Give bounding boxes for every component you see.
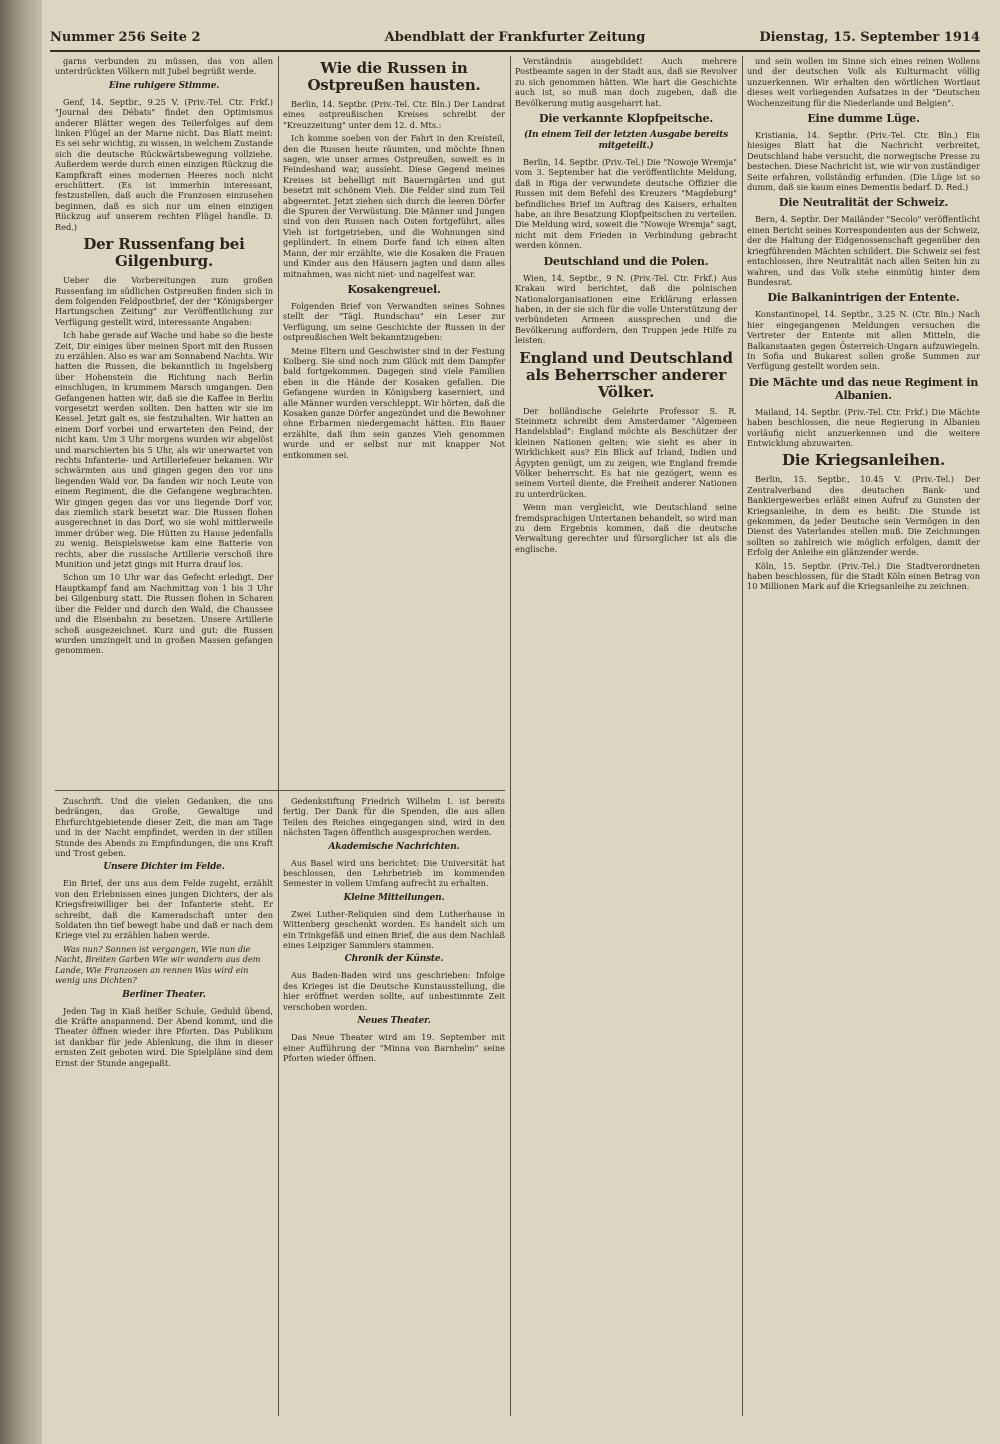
article-text: Ich komme soeben von der Fahrt in den Kreisteil, den die Russen heute räumten, und möchte Ihnen sagen, wie unser armes Ostpreußen, soweit es in Feindeshand war, aussieht. Diese Gegend meines Kreises ist behelligt mit Bauerngärten und gut besetzt mit schönem Vieh. Die Felder sind zum Teil abgeerntet. Jetzt ziehen sich durch die leeren Dörfer die Spuren der Verwüstung. Die Männer und Jungen sind von den Russen nach Osten fortgeführt, alles Vieh ist fortgetrieben, und die Wohnungen sind geplündert. In einem Dorfe fand ich einen alten Mann, der mir erzählte, wie die Kosaken die Frauen und Kinder aus den Häusern jagten und dann alles mitnahmen, was nicht niet- und nagelfest war. xyxy=(283,133,505,279)
column-rule xyxy=(278,56,279,1416)
headline: Neues Theater. xyxy=(357,1016,431,1027)
headline: Berliner Theater. xyxy=(122,989,206,1000)
issue-date: Dienstag, 15. September 1914 xyxy=(759,30,980,45)
article-text: Zwei Luther-Reliquien sind dem Lutherhause in Wittenberg geschenkt worden. Es handelt sich um ein Trinkgefäß und einen Brief, die aus dem Nachlaß eines Leipziger Sammlers stammen. xyxy=(283,908,505,951)
article-text: Kristiania, 14. Septbr. (Priv.-Tel. Ctr. Bln.) Ein hiesiges Blatt hat die Nachricht verbreitet, Deutschland habe versucht, die norwegische Presse zu bestechen. Diese Nachricht ist, wie wir von zuständiger Seite erfahren, vollständig erfunden. (Die Lüge ist so dumm, daß sie kaum eines Dementis bedarf. D. Red.) xyxy=(747,130,980,193)
feuilleton-column-2 xyxy=(283,796,505,1416)
article-text: Das Neue Theater wird am 19. September mit einer Aufführung der "Minna von Barnhelm" seine Pforten wieder öffnen. xyxy=(283,1032,505,1063)
headline: Die verkannte Klopfpeitsche. xyxy=(539,112,713,126)
article-text: Aus Baden-Baden wird uns geschrieben: Infolge des Krieges ist die Deutsche Kunstausstellung, die hier eröffnet werden sollte, auf unbestimmte Zeit verschoben worden. xyxy=(283,970,505,1012)
headline: Die Neutralität der Schweiz. xyxy=(778,196,949,210)
column-rule xyxy=(510,56,511,1416)
column-1 xyxy=(55,56,273,786)
article-text: Berlin, 14. Septbr. (Priv.-Tel.) Die "Nowoje Wremja" vom 3. September hat die veröffentlichte Meldung, daß in Riga der verwundete deutsche Offizier die Russen mit dem Befehl des Kreuzers "Magdeburg" befindliches Brief im Auftrag des Kaisers, erhalten habe, an ihre Besatzung Klopfpeitschen zu verteilen. Die Meldung wird, soweit die "Nowoje Wremja" sagt, nicht mit dem Frieden in Verbindung gebracht werden können. xyxy=(515,157,737,251)
headline: Die Balkanintrigen der Entente. xyxy=(767,291,960,305)
headline-note: (In einem Teil der letzten Ausgabe bereits mitgeteilt.) xyxy=(523,130,729,152)
article-text: Meine Eltern und Geschwister sind in der Festung Kolberg. Sie sind noch zum Glück mit dem Dampfer bald fortgekommen. Dagegen sind viele Familien eben in die Hände der Kosaken gefallen. Die Gefangene wurden in Königsberg kaserniert, und alle Männer wurden verschleppt. Wir hörten, daß die Kosaken ganze Dörfer angezündet und die Bewohner ohne Erbarmen niedergemacht hätten. Ein Bauer erzählte, daß ihm sein ganzes Vieh genommen wurde und er selbst nur mit knapper Not entkommen sei. xyxy=(283,345,505,460)
article-text: Zuschrift. Und die vielen Gedanken, die uns bedrängen, das Große, Gewaltige und Ehrfurchtgebietende dieser Zeit, die man am Tage und in der Nacht empfindet, werden in der stillen Stunde des Abends zu Empfindungen, die uns Kraft und Trost geben. xyxy=(55,796,273,859)
article-text: Verständnis ausgebildet! Auch mehrere Postbeamte sagen in der Stadt aus, daß sie Revolver zu sich genommen hätten. Wie hart die Geschichte auch ist, so muß man doch zugeben, daß die Bevölkerung mutig ausgeharrt hat. xyxy=(515,56,737,108)
article-text: Mailand, 14. Septbr. (Priv.-Tel. Ctr. Frkf.) Die Mächte haben beschlossen, die neue Regierung in Albanien vorläufig nicht anzuerkennen und die weitere Entwicklung abzuwarten. xyxy=(747,406,980,448)
article-text: Ueber die Vorbereitungen zum großen Russenfang im südlichen Ostpreußen finden sich in dem folgenden Feldpostbrief, der der "Königsberger Hartungschen Zeitung" zur Veröffentlichung zur Verfügung gestellt wird, interessante Angaben: xyxy=(55,275,273,327)
book-spine xyxy=(0,0,42,1444)
headline: Die Mächte und das neue Regiment in Albanien. xyxy=(748,375,979,402)
issue-number: Nummer 256 Seite 2 xyxy=(50,30,201,45)
article-text: Der holländische Gelehrte Professor S. R. Steinmetz schreibt dem Amsterdamer "Algemeen Handelsblad": England möchte als Beschützer der kleinen Nationen gelten; wie sieht es aber in Wirklichkeit aus? Ein Blick auf Irland, Indien und Ägypten genügt, um zu zeigen, wie England fremde Völker beherrscht. Es hat nie gezögert, wenn es seinem Vorteil diente, die Freiheit anderer Nationen zu unterdrücken. xyxy=(515,405,737,499)
article-text: garns verbunden zu müssen, das von allen unterdrückten Völkern mit Jubel begrüßt werde. xyxy=(55,56,273,77)
article-text: Wenn man vergleicht, wie Deutschland seine fremdsprachigen Untertanen behandelt, so wird man zu dem Ergebnis kommen, daß die deutsche Verwaltung gerechter und fürsorglicher ist als die englische. xyxy=(515,502,737,554)
headline: Kosakengreuel. xyxy=(347,282,441,296)
article-text: Köln, 15. Septbr. (Priv.-Tel.) Die Stadtverordneten haben beschlossen, für die Stadt Köln einen Betrag von 10 Millionen Mark auf die Kriegsanleihe zu zeichnen. xyxy=(747,560,980,592)
column-2 xyxy=(283,56,505,786)
article-text: Folgenden Brief von Verwandten seines Sohnes stellt der "Tägl. Rundschau" ein Leser zur Verfügung, um seine Geschichte der Russen in der ostpreußischen Welt bekanntzugeben: xyxy=(283,300,505,343)
article-text: Schon um 10 Uhr war das Gefecht erledigt. Der Hauptkampf fand am Nachmittag von 1 bis 3 Uhr bei Gilgenburg statt. Die Russen flohen in Scharen über die Felder und durch den Wald, die Chaussee und die Eisenbahn zu besetzen. Unsere Artillerie schoß ausgezeichnet. Kurz und gut: die Russen wurden umzingelt und in großen Massen gefangen genommen. xyxy=(55,572,273,656)
article-text: Aus Basel wird uns berichtet: Die Universität hat beschlossen, den Lehrbetrieb im kommenden Semester in vollem Umfang aufrecht zu erhalten. xyxy=(283,857,505,889)
headline: Kleine Mitteilungen. xyxy=(343,892,445,903)
article-text: Berlin, 14. Septbr. (Priv.-Tel. Ctr. Bln.) Der Landrat eines ostpreußischen Kreises schreibt der "Kreuzzeitung" unter dem 12. d. Mts.: xyxy=(283,99,505,130)
article-text: Berlin, 15. Septbr., 10.45 V. (Priv.-Tel.) Der Zentralverband des deutschen Bank- und Bankiergewerbes erläßt einen Aufruf zu Gunsten der Kriegsanleihe, in dem es heißt: Die Stunde ist gekommen, da jeder Deutsche sein Vermögen in den Dienst des Vaterlandes stellen muß. Die Zeichnungen sollten so zahlreich wie möglich erfolgen, damit der Erfolg der Anleihe ein glänzender werde. xyxy=(747,474,980,558)
headline: Eine dumme Lüge. xyxy=(807,112,920,126)
headline: Akademische Nachrichten. xyxy=(328,841,460,852)
article-text: und sein wollen im Sinne sich eines reinen Wollens und der deutschen Volk als Kulturmacht völlig unzuerkennen. Wir erhalten den wörtlichen Wortlaut dieses weit vorliegenden Aufsatzes in der "Deutschen Wochenzeitung für die Niederlande und Belgien". xyxy=(747,56,980,108)
headline: Wie die Russen in Ostpreußen hausten. xyxy=(307,59,481,94)
headline: England und Deutschland als Beherrscher anderer Völker. xyxy=(519,348,733,401)
article-text: Gedenkstiftung Friedrich Wilhelm I. ist bereits fertig. Der Dank für die Spenden, die aus allen Teilen des Reiches eingegangen sind, wird in den nächsten Tagen öffentlich ausgesprochen werden. xyxy=(283,796,505,838)
feuilleton-column-1 xyxy=(55,796,273,1416)
article-text: Ein Brief, der uns aus dem Felde zugeht, erzählt von den Erlebnissen eines jungen Dichters, der als Kriegsfreiwilliger bei der Infanterie steht. Er schreibt, daß die Kameradschaft unter den Soldaten ihn tief bewegt habe und daß er nach dem Kriege viel zu erzählen haben werde. xyxy=(55,878,273,941)
poem-text: Was nun? Sonnen ist vergangen, Wie nun die Nacht, Breiten Garben Wie wir wandern aus dem Lande, Wie Franzosen an rennen Was wird ein wenig uns Dichten? xyxy=(55,943,261,986)
article-text: Bern, 4. Septbr. Der Mailänder "Secolo" veröffentlicht einen Bericht seines Korrespondenten aus der Schweiz, der die Haltung der Eidgenossenschaft gegenüber den kriegführenden Mächten schildert. Die Schweiz sei fest entschlossen, ihre Neutralität nach allen Seiten hin zu wahren, und das Volk stehe einmütig hinter dem Bundesrat. xyxy=(747,214,980,287)
feuilleton-rule xyxy=(55,790,505,791)
headline: Chronik der Künste. xyxy=(344,954,444,965)
masthead xyxy=(50,28,980,52)
column-rule xyxy=(742,56,743,1416)
column-4 xyxy=(747,56,980,1406)
article-text: Ich habe gerade auf Wache und habe so die beste Zeit, Dir einiges über meinen Sport mit den Russen zu erzählen. Also es war am Sonnabend Nachts. Wir hatten die Russen, die bekanntlich in Ingelsberg über Hohenstein die Richtung nach Berlin einschlugen, in krummem Marsch umgangen. Den Gefangenen hatten wir, daß sie die Kaffee in Berlin vorgesetzt werden sollten. Den hatten wir sie im Kessel. Jetzt galt es, sie festzuhalten. Wir hatten an einem Dorf vorbei und erwarteten den Feind, der nicht kam. Um 3 Uhr morgens wurden wir abgelöst und marschierten bis 5 Uhr, als wir unerwartet von rechts Infanterie- und Artilleriefeuer bekamen. Wir schwärmten aus und gingen gegen den vor uns liegenden Wald vor. Da fanden wir noch Leute von einem Regiment, die die Gefangene wegbrachten. Wir gingen gegen das vor uns liegende Dorf vor, das ziemlich stark besetzt war. Die Russen flohen ausgerechnet in das Dorf, wo sie wohl mittlerweile immer drüber weg. Die Hütten zu Hause jedenfalls zu wenig. Beispielsweise kam eine Batterie von rechts, aber die russische Artillerie verschoß ihre Munition und jetzt gings mit Hurra drauf los. xyxy=(55,330,273,570)
column-3 xyxy=(515,56,737,1406)
article-text: Wien, 14. Septbr., 9 N. (Priv.-Tel. Ctr. Frkf.) Aus Krakau wird berichtet, daß die polnischen Nationalorganisationen eine Erklärung erlassen haben, in der sie sich für die volle Unterstützung der verbündeten Armeen aussprechen und die Bevölkerung auffordern, den Truppen jede Hilfe zu leisten. xyxy=(515,272,737,346)
newspaper-title: Abendblatt der Frankfurter Zeitung xyxy=(384,30,646,45)
headline: Eine ruhigere Stimme. xyxy=(108,80,220,91)
headline: Unsere Dichter im Felde. xyxy=(103,862,225,873)
headline: Die Kriegsanleihen. xyxy=(782,451,945,470)
headline: Der Russenfang bei Gilgenburg. xyxy=(83,235,245,271)
article-text: Genf, 14. Septbr., 9.25 V. (Priv.-Tel. Ctr. Frkf.) "Journal des Débats" findet den Optimismus anderer Blätter wegen des Teilerfolges auf dem linken Flügel an der Marne nicht. Das Blatt meint: Es sei sehr wichtig, zu wissen, in welchem Zustande sich die deutsche Rückwärtsbewegung vollziehe. Außerdem werde durch einen einzigen Rückzug die Kampfkraft eines modernen Heeres noch nicht erschüttert. (Es ist immerhin interessant, festzustellen, daß auch die Franzosen einzusehen beginnen, daß es sich nur um einen einzigen Rückzug auf unserem rechten Flügel handle. D. Red.) xyxy=(55,96,273,232)
article-text: Jeden Tag in Kiaß heißer Schule, Geduld übend, die Kräfte anspannend. Der Abend kommt, und die Theater öffnen wieder ihre Pforten. Das Publikum ist dankbar für jede Ablenkung, die ihm in dieser ernsten Zeit geboten wird. Die Spielpläne sind dem Ernst der Stunde angepaßt. xyxy=(55,1005,273,1068)
headline: Deutschland und die Polen. xyxy=(543,254,709,268)
article-text: Konstantinopel, 14. Septbr., 3.25 N. (Ctr. Bln.) Nach hier eingegangenen Meldungen versuchen die Vertreter der Entente mit allen Mitteln, die Balkanstaaten gegen Österreich-Ungarn aufzuwiegeln. In Sofia und Bukarest sollen große Summen zur Verfügung gestellt worden sein. xyxy=(747,309,980,372)
